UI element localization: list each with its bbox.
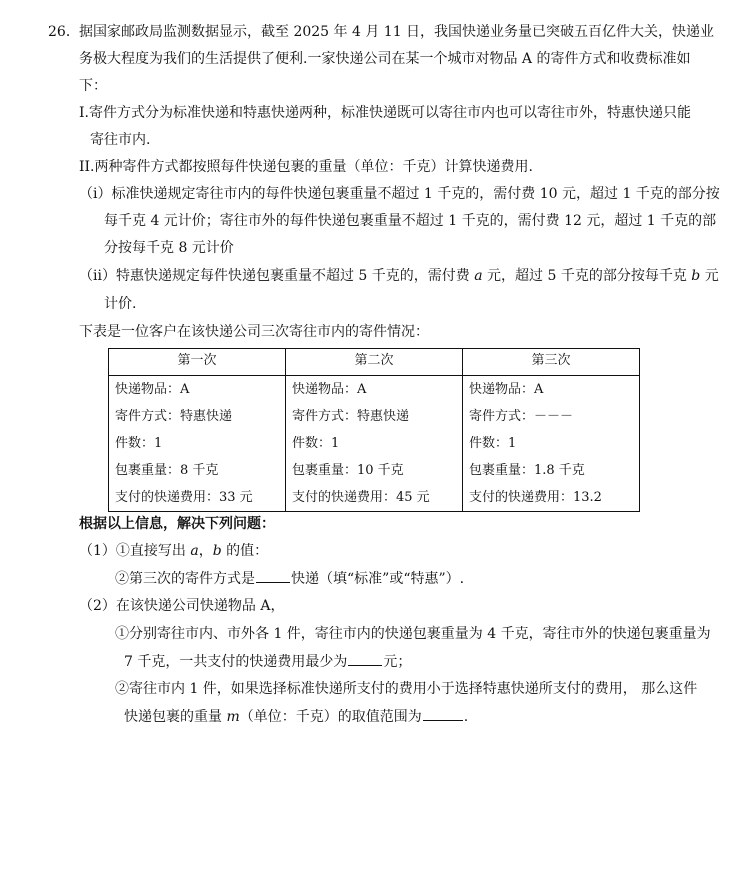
q2-sub1-text-1: 7 千克，一共支付的快递费用最少为 [124,654,348,670]
cell-fee: 支付的快递费用：33 元 [115,490,253,505]
answer-blank-method[interactable] [256,568,290,583]
header-first: 第一次 [109,349,286,376]
q1-sep: ， [198,543,213,559]
cell-item: 快递物品：A [469,382,544,397]
table-intro: 下表是一位客户在该快递公司三次寄往市内的寄件情况： [79,324,429,340]
table-row [109,376,640,512]
rule-i-line-1: （i）标准快递规定寄往市内的每件快递包裹重量不超过 1 千克的，需付费 10 元，超过 1 千克的部分按 [79,186,720,202]
shipment-table [108,348,640,512]
q2-sub2-text-2: （单位：千克）的取值范围为 [239,709,422,725]
cell-method: 寄件方式：－－－ [469,409,574,424]
cell-item: 快递物品：A [115,382,190,397]
column-third [463,376,640,512]
table-header-row [109,349,640,376]
rule-ii-line-2: 计价. [104,296,137,312]
var-b: b [212,543,222,559]
q2-sub1-line-2 [124,651,411,672]
column-first [109,376,286,512]
q1-part-1 [79,541,268,561]
header-third: 第三次 [463,349,640,376]
cell-count: 件数：1 [469,436,517,451]
cell-count: 件数：1 [292,436,340,451]
rule-1-line-1: I.寄件方式分为标准快递和特惠快递两种，标准快递既可以寄往市内也可以寄往市外，特惠快递只能 [79,105,691,121]
rule-2: II.两种寄件方式都按照每件快递包裹的重量（单位：千克）计算快递费用. [79,159,533,175]
q2-sub2-line-2 [124,706,468,727]
q1-part-2-text-1: ②第三次的寄件方式是 [115,571,255,587]
q2-sub2-text-3: . [463,709,469,725]
answer-blank-range[interactable] [423,706,463,721]
answer-blank-min-fee[interactable] [348,651,382,666]
q2-sub1-text-2: 元； [383,654,412,670]
q2-sub2-text-1: 快递包裹的重量 [124,709,227,725]
header-second: 第二次 [286,349,463,376]
q1-part-2 [115,568,464,589]
rule-ii-text-3: 元 [700,268,719,284]
cell-fee: 支付的快递费用：45 元 [292,490,430,505]
q2-sub2-line-1: ②寄往市内 1 件，如果选择标准快递所支付的费用小于选择特惠快递所支付的费用， 那么这件 [115,681,698,697]
q2-sub1-line-1: ①分别寄往市内、市外各 1 件，寄往市内的快递包裹重量为 4 千克，寄往市外的快递包裹重量为 [115,626,711,642]
intro-line-2: 务极大程度为我们的生活提供了便利.一家快递公司在某一个城市对物品 A 的寄件方式和收费标准如 [79,51,691,67]
rule-ii-line-1 [79,266,719,286]
cell-fee: 支付的快递费用：13.2 [469,490,602,505]
problem-number: 26． [48,24,80,40]
cell-method: 寄件方式：特惠快递 [115,409,233,424]
cell-count: 件数：1 [115,436,163,451]
rule-i-line-3: 分按每千克 8 元计价 [104,240,234,256]
intro-line-1: 据国家邮政局监测数据显示，截至 2025 年 4 月 11 日，我国快递业务量已突破五百亿件大关，快递业 [79,24,715,40]
rule-i-line-2: 每千克 4 元计价；寄往市外的每件快递包裹重量不超过 1 千克的，需付费 12 元，超过 1 千克的部 [104,213,717,229]
intro-line-3: 下： [79,78,107,94]
var-m: m [226,709,240,725]
questions-prompt: 根据以上信息，解决下列问题： [79,516,275,532]
cell-method: 寄件方式：特惠快递 [292,409,410,424]
column-second [286,376,463,512]
var-a: a [190,543,199,559]
var-a: a [474,268,483,284]
q1-text-2: 的值： [221,543,269,559]
q2-intro: （2）在该快递公司快递物品 A， [79,598,285,614]
q1-text-1: （1）①直接写出 [79,543,191,559]
cell-weight: 包裹重量：8 千克 [115,463,219,478]
q1-part-2-text-2: 快递（填“标准”或“特惠”）. [291,571,465,587]
rule-1-line-2: 寄往市内. [90,132,151,148]
cell-item: 快递物品：A [292,382,367,397]
rule-ii-text-2: 元，超过 5 千克的部分按每千克 [482,268,692,284]
cell-weight: 包裹重量：10 千克 [292,463,404,478]
cell-weight: 包裹重量：1.8 千克 [469,463,585,478]
var-b: b [691,268,701,284]
rule-ii-text-1: （ii）特惠快递规定每件快递包裹重量不超过 5 千克的，需付费 [79,268,475,284]
